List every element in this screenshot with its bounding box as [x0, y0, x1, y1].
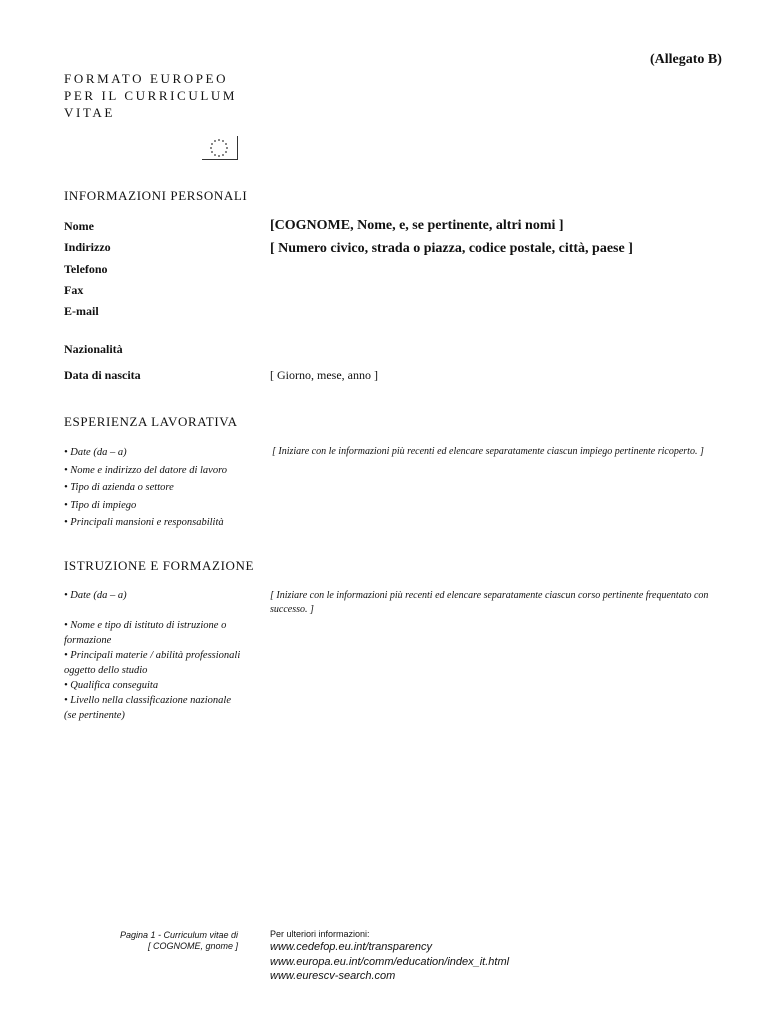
list-item: • Date (da – a): [64, 447, 127, 458]
list-item: • Principali materie / abilità professionali oggetto dello studio: [64, 650, 241, 676]
list-item: • Tipo di azienda o settore: [64, 482, 174, 493]
label-telefono: Telefono: [64, 262, 108, 276]
value-nome: [270, 218, 564, 234]
label-nome: Nome: [64, 219, 94, 233]
list-item: • Nome e indirizzo del datore di lavoro: [64, 464, 228, 476]
value-indirizzo: [ Numero civico, strada o piazza, codice postale, città, paese ]: [270, 241, 633, 256]
education-fields-list: [64, 618, 244, 723]
work-note: [ Iniziare con le informazioni più recenti ed elencare separatamente ciascun impiego pertinente ricoperto. ]: [272, 446, 704, 457]
section-title-personal: INFORMAZIONI PERSONALI: [64, 188, 248, 203]
footer-link-cedefop[interactable]: www.cedefop.eu.int/transparency: [270, 941, 433, 953]
section-title-education: ISTRUZIONE E FORMAZIONE: [64, 558, 255, 573]
list-item: • Principali mansioni e responsabilità: [64, 517, 224, 528]
value-data-nascita: [ Giorno, mese, anno ]: [270, 368, 378, 382]
eu-flag-icon: [202, 136, 238, 160]
work-fields-list: [64, 444, 244, 532]
label-email: E-mail: [64, 304, 99, 318]
value-nome-caps: [COGNOME: [270, 218, 351, 233]
label-data-nascita: Data di nascita: [64, 368, 141, 382]
education-date-item: • Date (da – a): [64, 590, 127, 601]
list-item: • Tipo di impiego: [64, 499, 137, 511]
list-item: • Qualifica conseguita: [64, 680, 159, 691]
title-line-2: PER IL CURRICULUM: [64, 88, 238, 103]
footer-page-info: [110, 930, 238, 952]
title-line-3: VITAE: [64, 105, 115, 120]
title-line-1: FORMATO EUROPEO: [64, 71, 229, 86]
value-nome-rest: , Nome, e, se pertinente, altri nomi ]: [350, 218, 564, 233]
footer-link-europa[interactable]: www.europa.eu.int/comm/education/index_it.html: [270, 956, 510, 968]
footer-page-line-2: [ COGNOME, gnome ]: [147, 941, 238, 951]
label-indirizzo: Indirizzo: [64, 240, 111, 254]
document-title: [64, 70, 237, 121]
label-fax: Fax: [64, 283, 84, 297]
annex-label: (Allegato B): [650, 52, 722, 67]
list-item: • Nome e tipo di istituto di istruzione o formazione: [64, 620, 227, 646]
education-note: [ Iniziare con le informazioni più recenti ed elencare separatamente ciascun corso pertinente frequentato con successo. ]: [270, 590, 709, 615]
list-item: • Livello nella classificazione nazionale (se pertinente): [64, 695, 231, 721]
footer-page-line-1: Pagina 1 - Curriculum vitae di: [119, 930, 238, 940]
label-nazionalita: Nazionalità: [64, 342, 123, 356]
footer-link-eurescv[interactable]: www.eurescv-search.com: [270, 970, 396, 982]
footer-more-info: Per ulteriori informazioni:: [270, 929, 370, 939]
section-title-work: ESPERIENZA LAVORATIVA: [64, 414, 238, 429]
